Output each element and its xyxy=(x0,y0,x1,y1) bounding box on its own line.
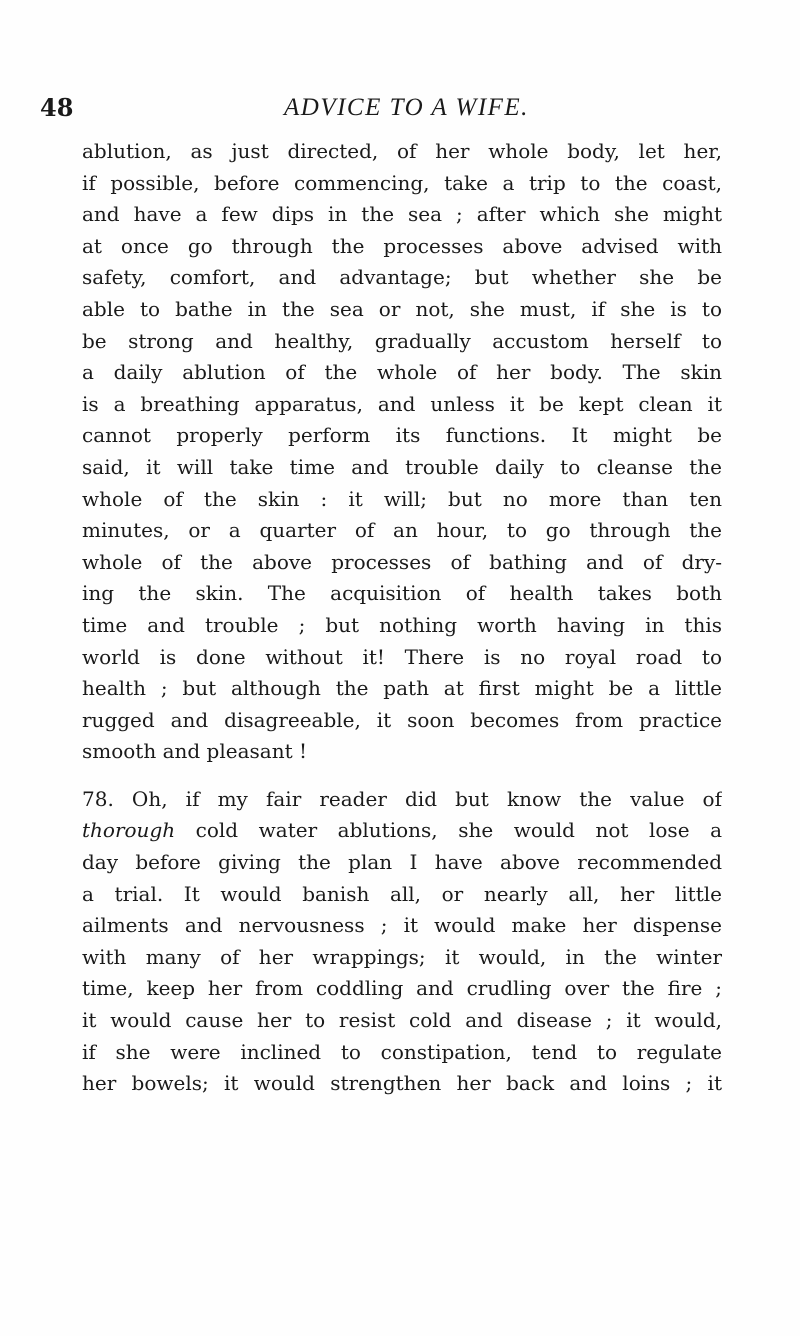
text-line: ailments and nervousness ; it would make her dispense xyxy=(82,913,722,938)
text-line: 78. Oh, if my fair reader did but know the value of xyxy=(82,786,722,811)
text-line: if possible, before commencing, take a trip to the coast, xyxy=(82,170,722,195)
text-line: health ; but although the path at first might be a little xyxy=(82,676,722,701)
paragraph-gap xyxy=(82,768,722,784)
paragraph-2 xyxy=(82,784,722,1100)
text-line: minutes, or a quarter of an hour, to go through the xyxy=(82,518,722,543)
text-line: time and trouble ; but nothing worth having in this xyxy=(82,612,722,637)
text-line: be strong and healthy, gradually accustom herself to xyxy=(82,328,722,353)
text-line: ing the skin. The acquisition of health takes both xyxy=(82,581,722,606)
text-fragment: cold water ablutions, she would not lose a xyxy=(175,818,722,843)
text-line: safety, comfort, and advantage; but whether she be xyxy=(82,265,722,290)
text-line: day before giving the plan I have above recommended xyxy=(82,850,722,875)
text-line: with many of her wrappings; it would, in the winter xyxy=(82,944,722,969)
text-line: is a breathing apparatus, and unless it be kept clean it xyxy=(82,391,722,416)
page-header xyxy=(40,90,740,130)
text-line: said, it will take time and trouble daily to cleanse the xyxy=(82,454,722,479)
text-line: able to bathe in the sea or not, she must, if she is to xyxy=(82,296,722,321)
text-line: a trial. It would banish all, or nearly all, her little xyxy=(82,881,722,906)
text-line: smooth and pleasant ! xyxy=(82,739,308,764)
text-line: it would cause her to resist cold and disease ; it would, xyxy=(82,1008,722,1033)
running-head: ADVICE TO A WIFE. xyxy=(284,94,529,121)
text-line: and have a few dips in the sea ; after which she might xyxy=(82,202,722,227)
text-line: rugged and disagreeable, it soon becomes from practice xyxy=(82,707,722,732)
text-line: cannot properly perform its functions. It might be xyxy=(82,423,722,448)
page-number: 48 xyxy=(40,93,74,122)
text-line: a daily ablution of the whole of her body. The skin xyxy=(82,360,722,385)
text-line: her bowels; it would strengthen her back and loins ; it xyxy=(82,1071,722,1096)
text-line: whole of the skin : it will; but no more than ten xyxy=(82,486,722,511)
paragraph-1 xyxy=(82,136,722,768)
text-line: time, keep her from coddling and crudling over the fire ; xyxy=(82,976,722,1001)
text-line: at once go through the processes above advised with xyxy=(82,233,722,258)
body-text xyxy=(82,136,722,1100)
text-line: if she were inclined to constipation, tend to regulate xyxy=(82,1039,722,1064)
emphasis-thorough: thorough xyxy=(82,818,176,843)
text-line: ablution, as just directed, of her whole body, let her, xyxy=(82,139,722,163)
text-line: world is done without it! There is no royal road to xyxy=(82,644,722,669)
text-line-with-emphasis xyxy=(82,815,722,847)
text-line: whole of the above processes of bathing and of dry- xyxy=(82,549,722,574)
